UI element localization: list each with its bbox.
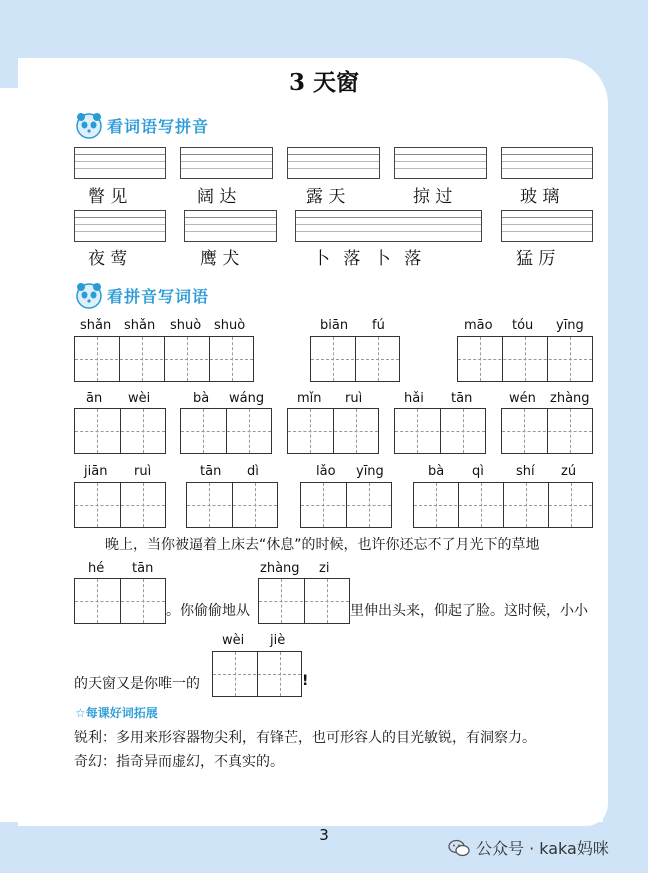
pinyin-label: shǎn [80, 318, 112, 333]
pinyin-writing-box[interactable] [394, 147, 487, 179]
pinyin-writing-box[interactable] [287, 147, 380, 179]
character-writing-grid[interactable] [74, 578, 166, 624]
pinyin-label: yīng [556, 318, 584, 333]
wechat-icon [448, 839, 470, 857]
character-writing-grid[interactable] [457, 336, 593, 382]
pinyin-label: hǎi [404, 391, 424, 406]
pinyin-label: wén [509, 391, 536, 406]
watermark-text: 公众号 · kaka妈咪 [476, 839, 609, 858]
pinyin-writing-box[interactable] [74, 147, 166, 179]
section-heading-label: 看拼音写词语 [107, 286, 210, 306]
page-title: 3 天窗 [288, 69, 359, 96]
passage-line: ! [302, 673, 309, 689]
passage-line: 里伸出头来，仰起了脸。这时候，小小 [350, 603, 588, 619]
pinyin-label: shuò [170, 318, 202, 333]
vocab-word: 鹰 犬 [200, 249, 240, 269]
pinyin-label: biān [320, 318, 349, 333]
pinyin-label: ruì [345, 391, 363, 406]
pinyin-label: tóu [512, 318, 534, 333]
vocab-word: 猛 厉 [516, 249, 556, 269]
pinyin-writing-box[interactable] [74, 210, 166, 242]
pinyin-label: fú [372, 318, 385, 333]
vocab-word: 玻 璃 [520, 187, 560, 207]
pinyin-label: tān [451, 391, 473, 406]
character-writing-grid[interactable] [212, 651, 302, 697]
vocab-word: 掠 过 [413, 187, 453, 207]
pinyin-label: zú [561, 464, 577, 479]
page-number: 3 [319, 826, 329, 844]
character-writing-grid[interactable] [74, 336, 254, 382]
section-heading-pinyin [74, 278, 209, 312]
pinyin-writing-box[interactable] [501, 210, 593, 242]
pinyin-label: hé [88, 561, 105, 576]
character-writing-grid[interactable] [74, 408, 166, 454]
pinyin-label: dì [247, 464, 259, 479]
pinyin-writing-box[interactable] [295, 210, 482, 242]
pinyin-label: lǎo [316, 464, 336, 479]
pinyin-label: mǐn [297, 391, 322, 406]
pinyin-label: qì [472, 464, 484, 479]
section-heading-words [74, 108, 209, 142]
pinyin-label: jiè [270, 633, 286, 648]
character-writing-grid[interactable] [413, 482, 593, 528]
vocab-word: 瞥 见 [88, 187, 128, 207]
pinyin-writing-box[interactable] [184, 210, 277, 242]
pinyin-label: wèi [128, 391, 151, 406]
pinyin-label: wáng [229, 391, 265, 406]
vocab-word: 露 天 [306, 187, 346, 207]
pinyin-label: shǎn [124, 318, 156, 333]
passage-line: 。你偷偷地从 [166, 603, 250, 619]
pinyin-label: shí [516, 464, 535, 479]
passage-line: 的天窗又是你唯一的 [74, 676, 200, 692]
character-writing-grid[interactable] [300, 482, 392, 528]
character-writing-grid[interactable] [180, 408, 272, 454]
definition-item: 锐利：多用来形容器物尖利，有锋芒，也可形容人的目光敏锐，有洞察力。 [74, 730, 536, 746]
pinyin-label: zhàng [260, 561, 300, 576]
extension-heading: ☆每课好词拓展 [75, 706, 158, 720]
character-writing-grid[interactable] [310, 336, 400, 382]
vocab-word: 卜 落 卜 落 [313, 249, 422, 269]
definition-item: 奇幻：指奇异而虚幻，不真实的。 [74, 754, 284, 770]
pinyin-label: ān [86, 391, 103, 406]
vocab-word: 夜 莺 [88, 249, 128, 269]
vocab-word: 阔 达 [197, 187, 237, 207]
pinyin-label: tān [132, 561, 154, 576]
pinyin-writing-box[interactable] [180, 147, 273, 179]
pinyin-label: bà [193, 391, 210, 406]
panda-icon [74, 110, 104, 140]
pinyin-label: māo [464, 318, 493, 333]
pinyin-label: ruì [134, 464, 152, 479]
pinyin-writing-box[interactable] [501, 147, 593, 179]
character-writing-grid[interactable] [394, 408, 486, 454]
pinyin-label: shuò [214, 318, 246, 333]
pinyin-label: wèi [222, 633, 245, 648]
pinyin-label: yīng [356, 464, 384, 479]
section-heading-label: 看词语写拼音 [107, 116, 210, 136]
character-writing-grid[interactable] [501, 408, 593, 454]
pinyin-label: zi [319, 561, 330, 576]
character-writing-grid[interactable] [74, 482, 166, 528]
pinyin-label: jiān [84, 464, 108, 479]
watermark [448, 836, 609, 859]
right-band [603, 0, 648, 873]
passage-line: 晚上，当你被逼着上床去“休息”的时候，也许你还忘不了月光下的草地 [105, 537, 540, 553]
character-writing-grid[interactable] [186, 482, 278, 528]
pinyin-label: bà [428, 464, 445, 479]
character-writing-grid[interactable] [258, 578, 350, 624]
character-writing-grid[interactable] [287, 408, 379, 454]
pinyin-label: zhàng [550, 391, 590, 406]
panda-icon [74, 280, 104, 310]
pinyin-label: tān [200, 464, 222, 479]
